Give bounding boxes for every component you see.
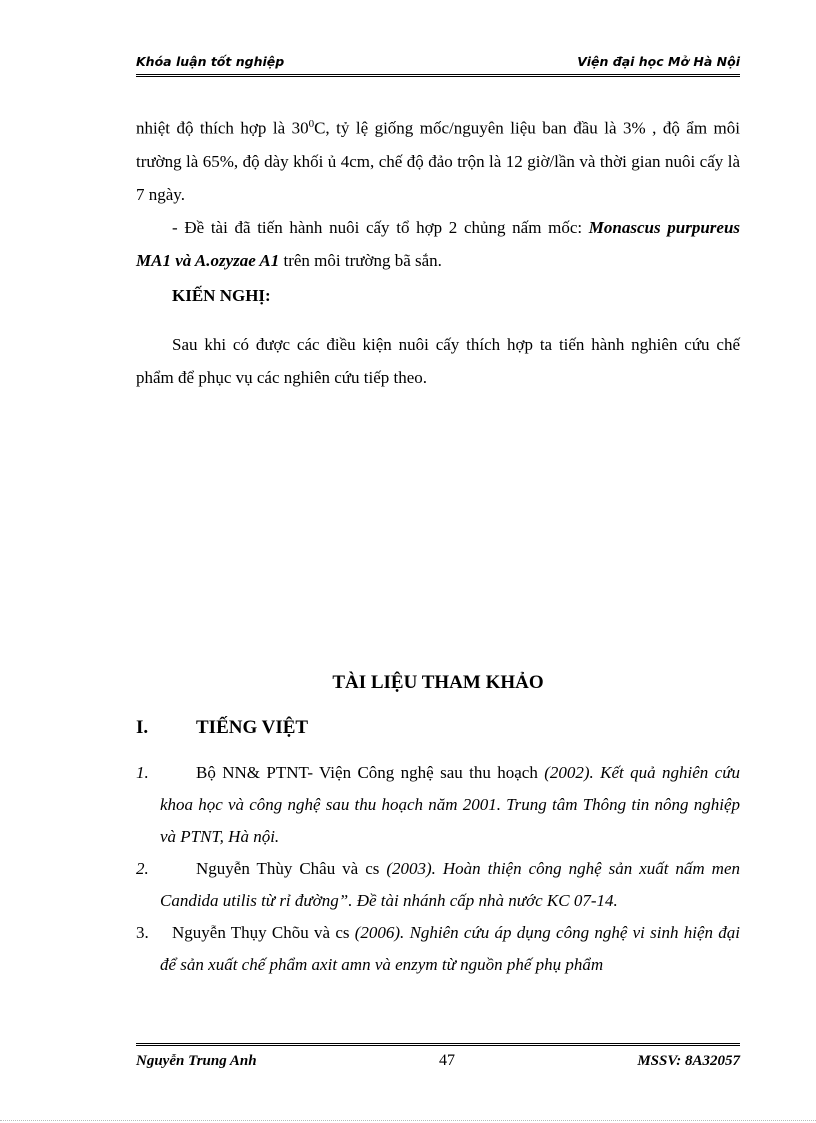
reference-list (136, 757, 740, 981)
reference-number: 1. (136, 763, 149, 782)
reference-item: 3. Nguyễn Thụy Chõu và cs (2006). Nghiên cứu áp dụng công nghệ vi sinh hiện đại để sản xuất chế phẩm axit amn và enzym từ nguồn phế phụ phẩm (136, 917, 740, 981)
conclusion-paragraph-2: - Đề tài đã tiến hành nuôi cấy tổ hợp 2 chủng nấm mốc: Monascus purpureus MA1 và A.ozyzae A1 trên môi trường bã sắn. (136, 217, 741, 270)
section-title: TIẾNG VIỆT (196, 717, 309, 738)
header-thesis-label: Khóa luận tốt nghiệp (136, 54, 285, 69)
page-number: 47 (438, 1052, 455, 1069)
page-footer (136, 1052, 740, 1070)
conclusion-text (136, 108, 740, 277)
references-title: TÀI LIỆU THAM KHẢO (332, 672, 544, 693)
footer-student-id: MSSV: 8A32057 (637, 1053, 740, 1069)
reference-item: 2. Nguyễn Thùy Châu và cs (2003). Hoàn thiện công nghệ sản xuất nấm men Candida utilis từ rỉ đường”. Đề tài nhánh cấp nhà nước KC 07-14. (136, 853, 740, 917)
header-institution: Viện đại học Mở Hà Nội (577, 54, 740, 69)
section-number: I. (136, 717, 149, 738)
recommendation-body: Sau khi có được các điều kiện nuôi cấy thích hợp ta tiến hành nghiên cứu chế phẩm để phục vụ các nghiên cứu tiếp theo. (136, 335, 740, 387)
conclusion-paragraph-1: nhiệt độ thích hợp là $30^0C$, tỷ lệ giống mốc/nguyên liệu ban đầu là 3% , độ ẩm môi trường là 65%, độ dày khối ủ 4cm, chế độ đảo trộn là 12 giờ/lần và thời gian nuôi cấy là 7 ngày. (136, 118, 740, 204)
reference-item: 1. Bộ NN& PTNT- Viện Công nghệ sau thu hoạch (2002). Kết quả nghiên cứu khoa học và công nghệ sau thu hoạch năm 2001. Trung tâm Thông tin nông nghiệp và PTNT, Hà nội. (136, 757, 740, 853)
strain-names: Monascus purpureus MA1 và A.ozyzae A1 (136, 217, 741, 270)
footer-rule (136, 1043, 740, 1046)
reference-number: 3. (136, 923, 149, 942)
page-edge-line (0, 1120, 816, 1121)
recommendation-title: KIẾN NGHỊ: (172, 286, 271, 305)
reference-number: 2. (136, 859, 149, 878)
footer-author: Nguyễn Trung Anh (136, 1053, 257, 1069)
header-rule (136, 74, 740, 77)
page-header (136, 54, 740, 69)
